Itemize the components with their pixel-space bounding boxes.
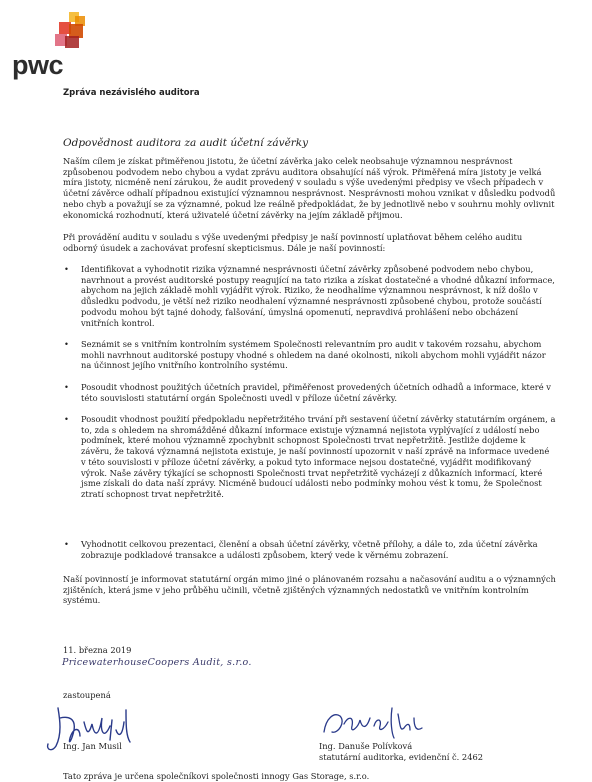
- list-item: [63, 539, 556, 560]
- list-item-text: Vyhodnotit celkovou prezentaci, členění a obsah účetní závěrky, včetně přílohy, a dále to, zda účetní závěrka zobrazuje podkladové transakce a události způsobem, který vede k věrnému zobrazení.: [81, 539, 538, 560]
- signer-title-right: statutární auditorka, evidenční č. 2462: [319, 751, 484, 762]
- bullet-icon: •: [64, 539, 69, 549]
- logo-color-blocks: [55, 12, 85, 48]
- pwc-logo: [12, 12, 92, 82]
- list-item: [63, 414, 556, 500]
- list-item-text: Posoudit vhodnost použitých účetních pravidel, přiměřenost provedených účetních odhadů a informace, které v této souvislosti statutární orgán Společnosti uvedl v příloze účetní závěrky.: [81, 382, 551, 403]
- list-item-text: Posoudit vhodnost použití předpokladu nepřetržitého trvání při sestavení účetní závěrky statutárním orgánem, a to, zda s ohledem na shromážděné důkazní informace existuje významná nejistota vyplývající z událostí nebo podmínek, které mohou významně zpochybnit schopnost Společnosti trvat nepřetržitě. Jestliže dojdeme k závěru, že taková významná nejistota existuje, je naší povinností upozornit v naší zprávě na informace uvedené v této souvislosti v příloze účetní závěrky, a pokud tyto informace nejsou dostatečné, vyjádřit modifikovaný výrok. Naše závěry týkající se schopnosti Společnosti trvat nepřetržitě vycházejí z důkazních informací, které jsme získali do data naší zprávy. Nicméně budoucí události nebo podmínky mohou vést k tomu, že Společnost ztratí schopnost trvat nepřetržitě.: [81, 414, 556, 499]
- footer-note: Tato zpráva je určena společníkovi společnosti innogy Gas Storage, s.r.o.: [63, 771, 370, 781]
- signer-name-left: Ing. Jan Musil: [63, 741, 122, 751]
- section-heading: Odpovědnost auditora za audit účetní závěrky: [63, 137, 309, 149]
- report-date: 11. března 2019: [63, 645, 132, 655]
- list-item-text: Identifikovat a vyhodnotit rizika významné nesprávnosti účetní závěrky způsobené podvodem nebo chybou, navrhnout a provést auditorské postupy reagující na tato rizika a získat dostatečné a vhodné důkazní informace, abychom na jejich základě mohli vyjádřit výrok. Riziko, že neodhalíme významnou nesprávnost, k níž došlo v důsledku podvodu, je větší než riziko neodhalení významné nesprávnosti způsobené chybou, protože součástí podvodu mohou být tajné dohody, falšování, úmyslná opomenutí, nepravdivá prohlášení nebo obcházení vnitřních kontrol.: [81, 264, 555, 328]
- logo-wordmark: pwc: [12, 50, 64, 80]
- paragraph-communication: Naší povinností je informovat statutární orgán mimo jiné o plánovaném rozsahu a načasování auditu a o významných zjištěních, která jsme v jeho průběhu učinili, včetně zjištěných významných nedostatků ve vnitřním kontrolním systému.: [63, 574, 556, 606]
- bullet-icon: •: [64, 382, 69, 392]
- signature-musil: [40, 700, 140, 760]
- paragraph-objective: Naším cílem je získat přiměřenou jistotu, že účetní závěrka jako celek neobsahuje významnou nesprávnost způsobenou podvodem nebo chybou a vydat zprávu auditora obsahující náš výrok. Přiměřená míra jistoty je velká míra jistoty, nicméně není zárukou, že audit provedený v souladu s výše uvedenými předpisy ve všech případech v účetní závěrce odhalí případnou existující významnou nesprávnost. Nesprávnosti mohou vznikat v důsledku podvodů nebo chyb a považují se za významné, pokud lze reálně předpokládat, že by jednotlivě nebo v souhrnu mohly ovlivnit ekonomická rozhodnutí, která uživatelé účetní závěrky na jejím základě přijmou.: [63, 156, 556, 220]
- list-item: [63, 382, 556, 403]
- bullet-icon: •: [64, 264, 69, 274]
- signer-block-right: [319, 741, 483, 762]
- bullet-icon: •: [64, 339, 69, 349]
- signer-name-right: Ing. Danuše Polívková: [319, 741, 413, 751]
- company-handwritten-signature: PricewaterhouseCoopers Audit, s.r.o.: [62, 657, 252, 668]
- bullet-icon: •: [64, 414, 69, 424]
- represented-by-label: zastoupená: [63, 690, 111, 700]
- report-title: Zpráva nezávislého auditora: [63, 88, 200, 98]
- list-item-text: Seznámit se s vnitřním kontrolním systémem Společnosti relevantním pro audit v takovém rozsahu, abychom mohli navrhnout auditorské postupy vhodné s ohledem na dané okolnosti, nikoli abychom mohli vyjádřit názor na účinnost jejího vnitřního kontrolního systému.: [81, 339, 546, 371]
- list-item: [63, 264, 556, 328]
- list-item: [63, 339, 556, 371]
- paragraph-duties-intro: Při provádění auditu v souladu s výše uvedenými předpisy je naší povinností uplatňovat během celého auditu odborný úsudek a zachovávat profesní skepticismus. Dále je naší povinností:: [63, 232, 523, 253]
